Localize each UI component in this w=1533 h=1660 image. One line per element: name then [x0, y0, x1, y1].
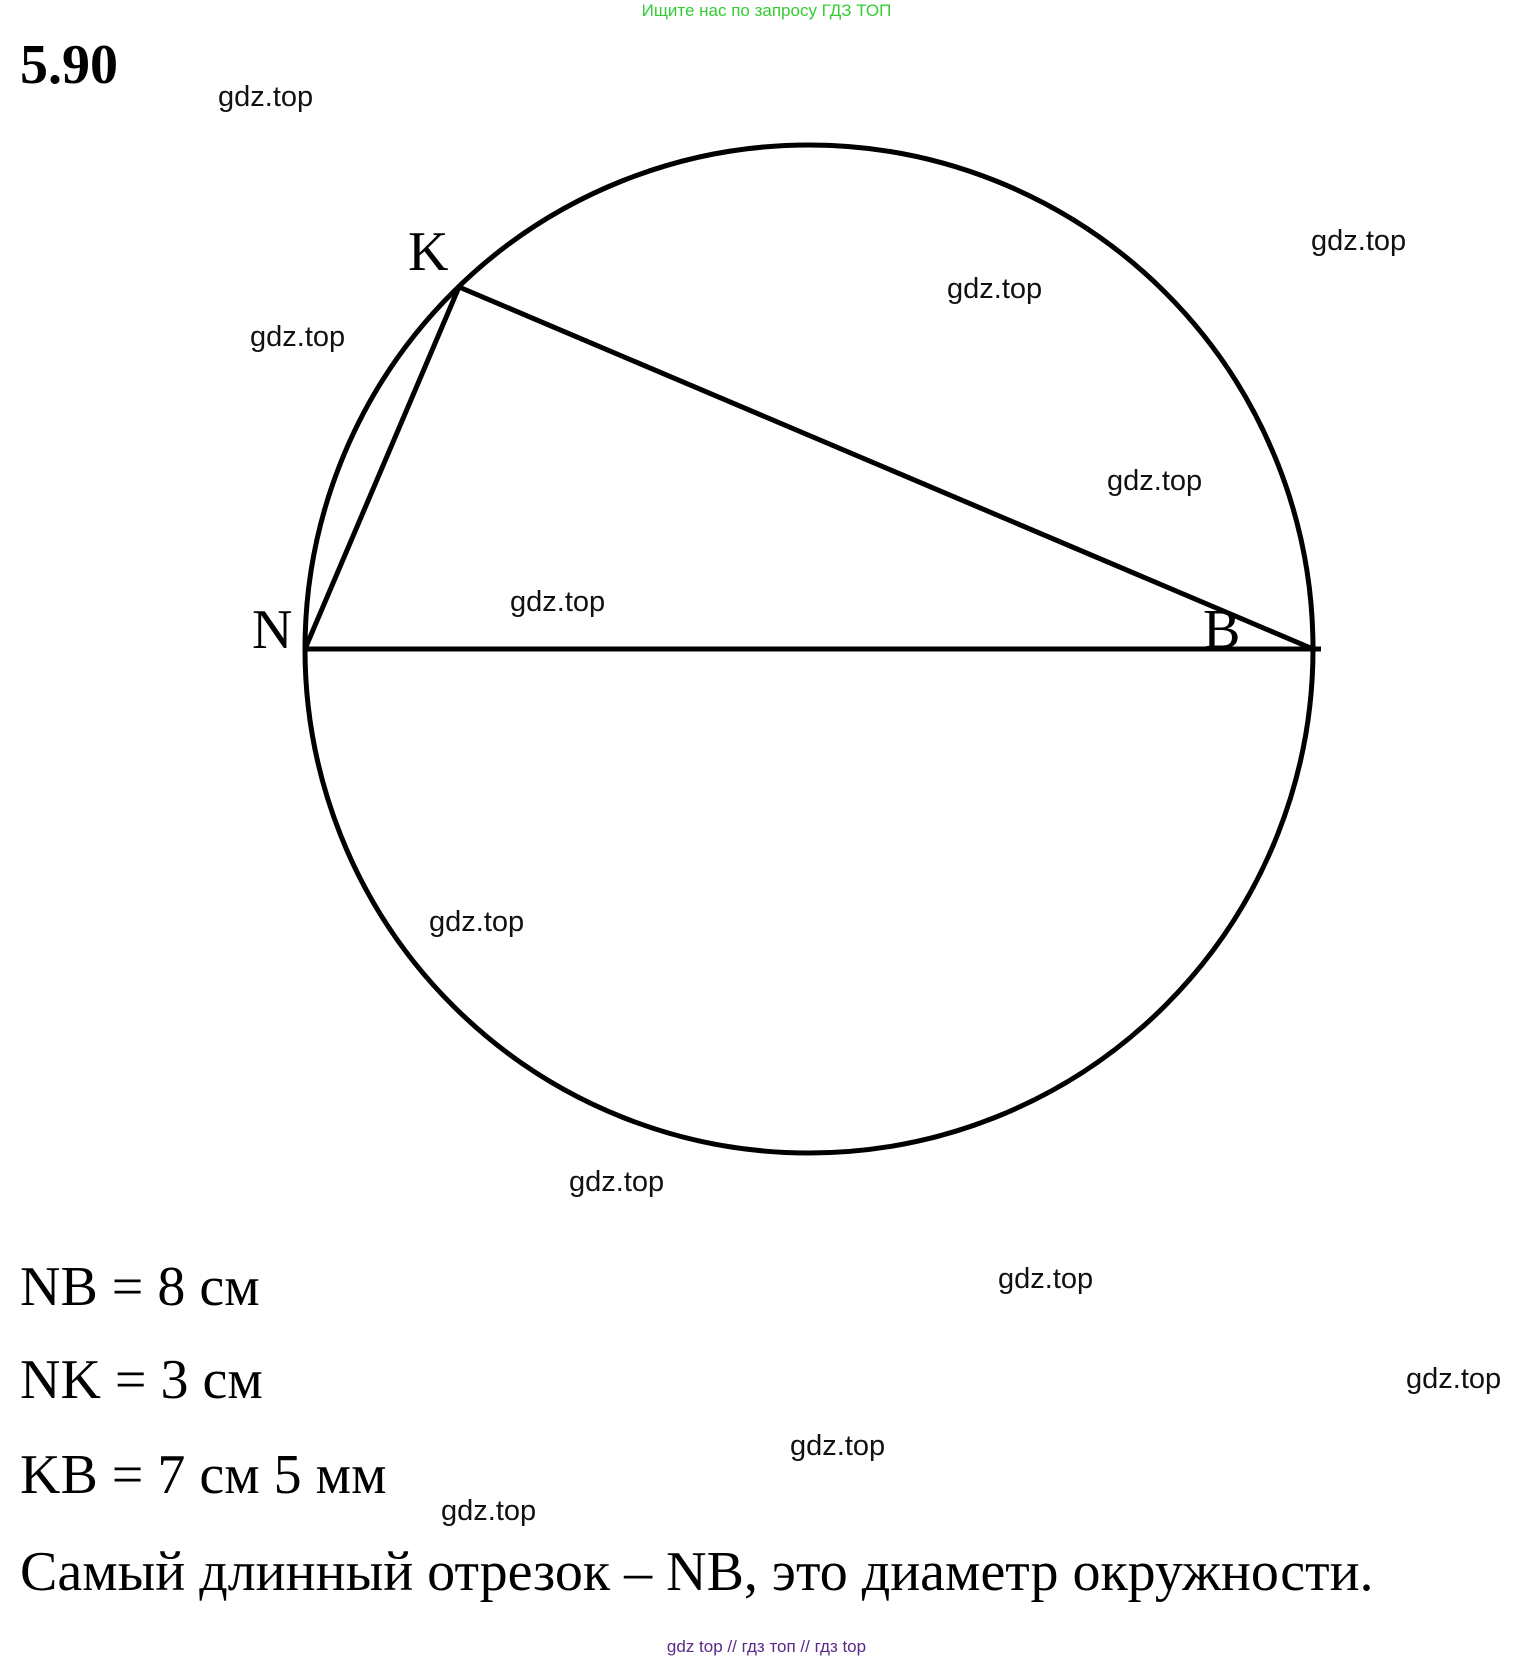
segment-length-nk: NK = 3 см: [20, 1349, 263, 1411]
watermark: gdz.top: [569, 1166, 665, 1198]
watermark: gdz.top: [1406, 1363, 1502, 1395]
top-banner: Ищите нас по запросу ГДЗ ТОП: [641, 1, 892, 20]
point-label-k: K: [408, 221, 449, 283]
footer: gdz top // гдз топ // гдз top: [666, 1637, 867, 1656]
point-label-b: B: [1203, 599, 1241, 661]
point-label-n: N: [252, 599, 293, 661]
segment-length-nb: NB = 8 см: [20, 1256, 260, 1318]
watermark: gdz.top: [441, 1495, 537, 1527]
watermark: gdz.top: [218, 81, 314, 113]
watermark: gdz.top: [790, 1430, 886, 1462]
watermark: gdz.top: [1107, 465, 1203, 497]
segment-length-kb: KB = 7 см 5 мм: [20, 1444, 387, 1506]
watermark: gdz.top: [1311, 225, 1407, 257]
problem-number: 5.90: [20, 34, 118, 96]
conclusion-text: Самый длинный отрезок – NB, это диаметр окружности.: [20, 1541, 1374, 1603]
watermark: gdz.top: [250, 321, 346, 353]
watermark: gdz.top: [947, 273, 1043, 305]
watermark: gdz.top: [429, 906, 525, 938]
watermark: gdz.top: [510, 586, 606, 618]
watermark: gdz.top: [998, 1263, 1094, 1295]
